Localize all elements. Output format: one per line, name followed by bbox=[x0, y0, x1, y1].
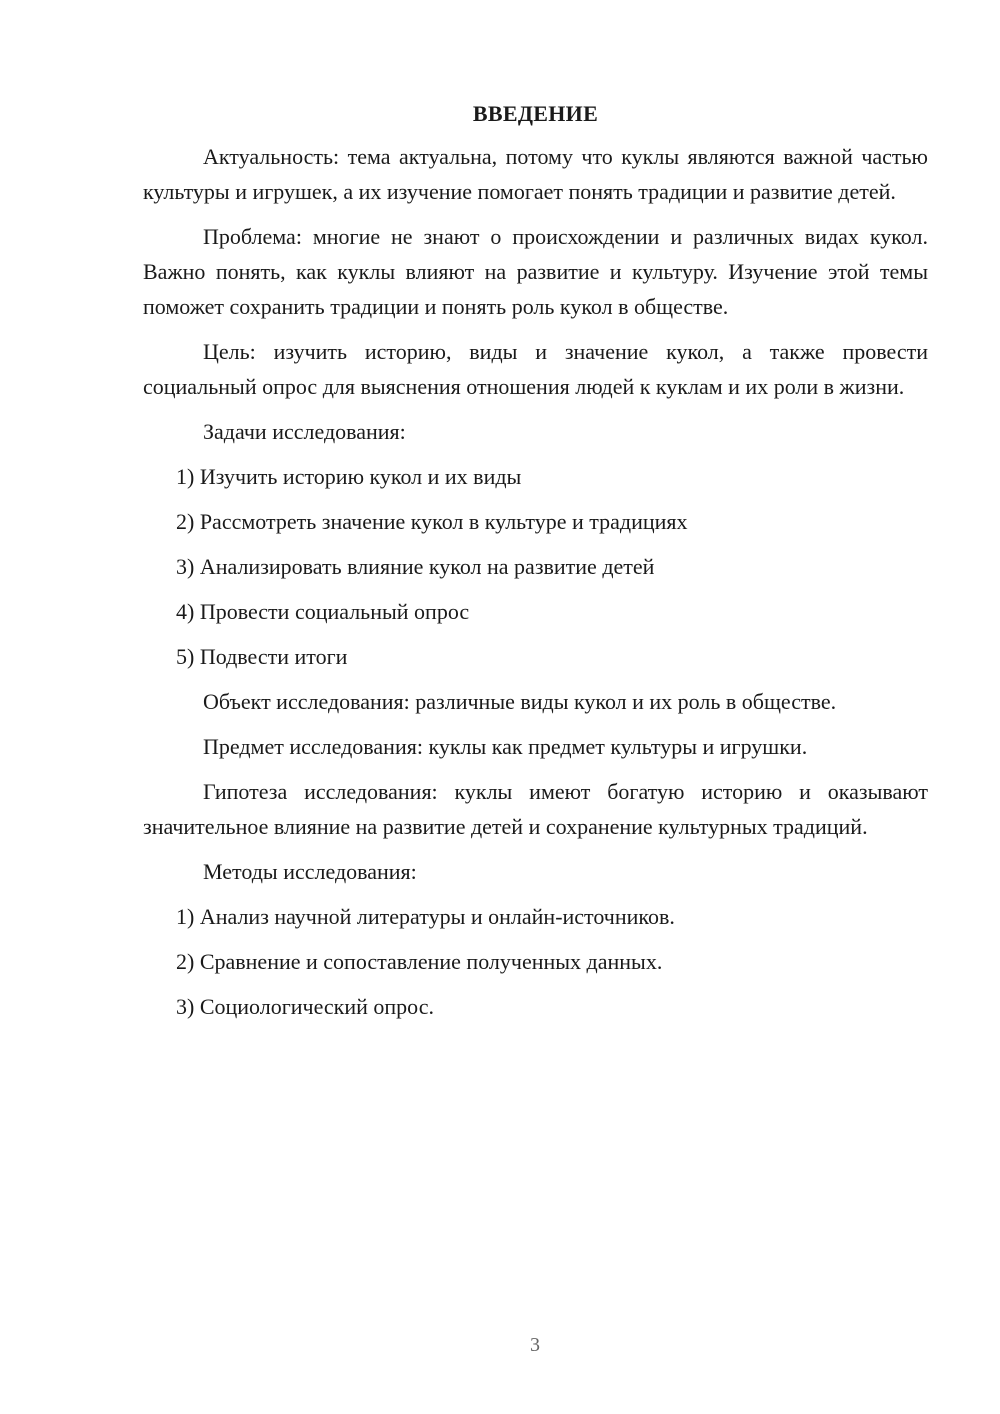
paragraph-hypothesis: Гипотеза исследования: куклы имеют богатую историю и оказывают значительное влияние на развитие детей и сохранение культурных традиций. bbox=[143, 779, 928, 839]
paragraph-goal: Цель: изучить историю, виды и значение кукол, а также провести социальный опрос для выяснения отношения людей к куклам и их роли в жизни. bbox=[143, 339, 928, 399]
section-title: ВВЕДЕНИЕ bbox=[472, 101, 599, 126]
paragraph-subject: Предмет исследования: куклы как предмет культуры и игрушки. bbox=[203, 734, 808, 759]
paragraph-relevance: Актуальность: тема актуальна, потому что куклы являются важной частью культуры и игрушек, а их изучение помогает понять традиции и развитие детей. bbox=[143, 144, 928, 204]
page-number: 3 bbox=[530, 1334, 540, 1356]
paragraph-object: Объект исследования: различные виды кукол и их роль в обществе. bbox=[203, 689, 837, 714]
paragraph-problem: Проблема: многие не знают о происхождении и различных видах кукол. Важно понять, как куклы влияют на развитие и культуру. Изучение этой темы поможет сохранить традиции и понять роль кукол в обществе. bbox=[143, 224, 928, 319]
tasks-list bbox=[143, 459, 928, 674]
methods-heading: Методы исследования: bbox=[203, 859, 417, 884]
methods-list bbox=[143, 899, 928, 1024]
list-item: 3) Социологический опрос. bbox=[176, 994, 434, 1019]
list-item: 2) Рассмотреть значение кукол в культуре и традициях bbox=[176, 509, 688, 534]
tasks-heading: Задачи исследования: bbox=[203, 419, 406, 444]
list-item: 4) Провести социальный опрос bbox=[176, 599, 470, 624]
list-item: 1) Анализ научной литературы и онлайн-источников. bbox=[176, 904, 675, 929]
list-item: 2) Сравнение и сопоставление полученных данных. bbox=[176, 949, 663, 974]
list-item: 1) Изучить историю кукол и их виды bbox=[176, 464, 522, 489]
page-content bbox=[143, 96, 928, 1034]
list-item: 3) Анализировать влияние кукол на развитие детей bbox=[176, 554, 655, 579]
list-item: 5) Подвести итоги bbox=[176, 644, 348, 669]
